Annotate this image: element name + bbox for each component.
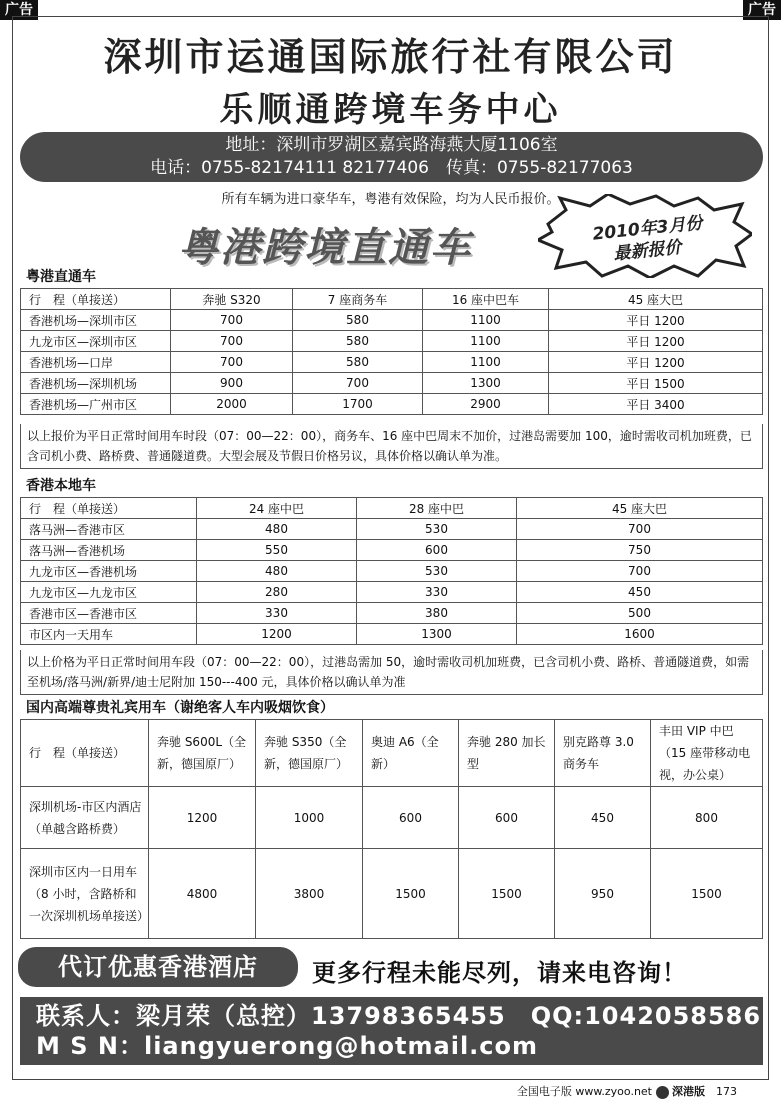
price-cell: 1100 bbox=[423, 331, 549, 352]
contact-line1: 联系人：梁月荣（总控）13798365455 QQ:1042058586 bbox=[36, 1002, 762, 1030]
price-cell: 530 bbox=[357, 519, 517, 540]
ad-label-right: 广告 bbox=[743, 0, 781, 20]
table-header-row bbox=[21, 720, 763, 787]
price-cell: 950 bbox=[555, 849, 651, 939]
price-badge bbox=[538, 194, 752, 278]
price-cell: 700 bbox=[517, 519, 763, 540]
address-banner bbox=[20, 132, 763, 182]
price-cell: 1600 bbox=[517, 624, 763, 645]
hotel-banner: 代订优惠香港酒店 bbox=[18, 947, 298, 987]
section1-title: 粤港直通车 bbox=[26, 269, 96, 285]
ad-label-left: 广告 bbox=[0, 0, 38, 20]
price-cell: 600 bbox=[363, 787, 459, 849]
price-cell: 2900 bbox=[423, 394, 549, 415]
column-header: 奥迪 A6（全新） bbox=[363, 720, 459, 787]
route-cell: 九龙市区—九龙市区 bbox=[21, 582, 197, 603]
column-header: 45 座大巴 bbox=[517, 498, 763, 519]
price-cell: 2000 bbox=[171, 394, 293, 415]
company-title: 深圳市运通国际旅行社有限公司 bbox=[103, 35, 678, 79]
table-header-row bbox=[21, 289, 763, 310]
column-header: 24 座中巴 bbox=[197, 498, 357, 519]
table-header-row bbox=[21, 498, 763, 519]
column-header: 奔驰 S350（全新，德国原厂） bbox=[256, 720, 363, 787]
table-row bbox=[21, 603, 763, 624]
price-cell: 平日 1200 bbox=[549, 331, 763, 352]
route-cell: 落马洲—香港市区 bbox=[21, 519, 197, 540]
phone-text: 电话：0755-82174111 82177406 bbox=[150, 158, 429, 178]
table-domestic-vip bbox=[20, 719, 763, 939]
table-row bbox=[21, 519, 763, 540]
price-cell: 900 bbox=[171, 373, 293, 394]
phone-fax-line bbox=[20, 157, 763, 180]
price-cell: 1300 bbox=[423, 373, 549, 394]
table-row bbox=[21, 394, 763, 415]
column-header: 16 座中巴车 bbox=[423, 289, 549, 310]
contact-box bbox=[20, 997, 763, 1065]
price-cell: 1500 bbox=[363, 849, 459, 939]
price-cell: 4800 bbox=[149, 849, 256, 939]
section3-title: 国内高端尊贵礼宾用车（谢绝客人车内吸烟饮食） bbox=[26, 700, 334, 716]
center-title: 乐顺通跨境车务中心 bbox=[219, 90, 562, 130]
price-cell: 700 bbox=[293, 373, 423, 394]
consult-slogan: 更多行程未能尽列，请来电咨询！ bbox=[312, 959, 687, 987]
price-cell: 平日 3400 bbox=[549, 394, 763, 415]
table-row bbox=[21, 849, 763, 939]
vehicle-note: 所有车辆为进口豪华车，粤港有效保险，均为人民币报价。 bbox=[221, 192, 560, 207]
table-row bbox=[21, 561, 763, 582]
table-hk-direct bbox=[20, 288, 763, 415]
price-cell: 平日 1200 bbox=[549, 310, 763, 331]
price-cell: 平日 1500 bbox=[549, 373, 763, 394]
column-header: 奔驰 S320 bbox=[171, 289, 293, 310]
price-cell: 450 bbox=[517, 582, 763, 603]
route-cell: 九龙市区—深圳市区 bbox=[21, 331, 171, 352]
column-header: 28 座中巴 bbox=[357, 498, 517, 519]
contact-line2: M S N：liangyuerong@hotmail.com bbox=[36, 1032, 539, 1060]
price-cell: 1100 bbox=[423, 352, 549, 373]
price-cell: 1500 bbox=[459, 849, 555, 939]
price-cell: 1300 bbox=[357, 624, 517, 645]
column-header: 丰田 VIP 中巴（15 座带移动电视，办公桌） bbox=[651, 720, 763, 787]
price-cell: 1700 bbox=[293, 394, 423, 415]
column-header: 别克路尊 3.0 商务车 bbox=[555, 720, 651, 787]
price-cell: 600 bbox=[459, 787, 555, 849]
big-title: 粤港跨境直通车 bbox=[178, 225, 472, 271]
price-cell: 800 bbox=[651, 787, 763, 849]
route-cell: 香港机场—深圳机场 bbox=[21, 373, 171, 394]
address-text: 地址：深圳市罗湖区嘉宾路海燕大厦1106室 bbox=[225, 135, 558, 155]
route-cell: 九龙市区—香港机场 bbox=[21, 561, 197, 582]
table-hk-local bbox=[20, 497, 763, 645]
route-cell: 香港市区—香港市区 bbox=[21, 603, 197, 624]
table-row bbox=[21, 582, 763, 603]
column-header: 行 程（单接送） bbox=[21, 498, 197, 519]
table-row bbox=[21, 331, 763, 352]
price-cell: 280 bbox=[197, 582, 357, 603]
price-cell: 700 bbox=[171, 310, 293, 331]
footer-site: 全国电子版 www.zyoo.net bbox=[516, 1085, 652, 1098]
price-cell: 1200 bbox=[149, 787, 256, 849]
fax-text: 传真：0755-82177063 bbox=[445, 158, 633, 178]
price-cell: 700 bbox=[517, 561, 763, 582]
price-cell: 330 bbox=[357, 582, 517, 603]
route-cell: 深圳市区内一日用车（8 小时，含路桥和一次深圳机场单接送） bbox=[21, 849, 149, 939]
column-header: 7 座商务车 bbox=[293, 289, 423, 310]
table-row bbox=[21, 352, 763, 373]
column-header: 行 程（单接送） bbox=[21, 289, 171, 310]
price-cell: 1500 bbox=[651, 849, 763, 939]
route-cell: 香港机场—深圳市区 bbox=[21, 310, 171, 331]
page-number: 173 bbox=[716, 1085, 737, 1098]
price-cell: 1200 bbox=[197, 624, 357, 645]
table-row bbox=[21, 787, 763, 849]
price-cell: 750 bbox=[517, 540, 763, 561]
price-cell: 530 bbox=[357, 561, 517, 582]
price-cell: 3800 bbox=[256, 849, 363, 939]
price-cell: 330 bbox=[197, 603, 357, 624]
section2-note: 以上价格为平日正常时间用车段（07：00—22：00），过港岛需加 50，逾时需收司机加班费，已含司机小费、路桥、普通隧道费，如需至机场/落马洲/新界/迪士尼附加 150---400 元，具体价格以确认单为准 bbox=[20, 650, 763, 695]
price-cell: 580 bbox=[293, 310, 423, 331]
route-cell: 深圳机场-市区内酒店（单越含路桥费） bbox=[21, 787, 149, 849]
route-cell: 市区内一天用车 bbox=[21, 624, 197, 645]
column-header: 奔驰 280 加长型 bbox=[459, 720, 555, 787]
price-cell: 580 bbox=[293, 352, 423, 373]
badge-line1: 2010年3月份 bbox=[591, 213, 704, 245]
table-row bbox=[21, 540, 763, 561]
price-cell: 600 bbox=[357, 540, 517, 561]
price-cell: 480 bbox=[197, 519, 357, 540]
column-header: 奔驰 S600L（全新，德国原厂） bbox=[149, 720, 256, 787]
column-header: 45 座大巴 bbox=[549, 289, 763, 310]
price-cell: 700 bbox=[171, 352, 293, 373]
section1-note: 以上报价为平日正常时间用车时段（07：00—22：00），商务车、16 座中巴周末不加价，过港岛需要加 100，逾时需收司机加班费，已含司机小费、路桥费、普通隧道费。大型会展及节假日价格另议，具体价格以确认单为准。 bbox=[20, 424, 763, 469]
price-cell: 1000 bbox=[256, 787, 363, 849]
price-cell: 500 bbox=[517, 603, 763, 624]
footer bbox=[517, 1083, 737, 1099]
badge-line2: 最新报价 bbox=[612, 237, 683, 265]
footer-badge: 深港版 bbox=[672, 1085, 705, 1098]
price-cell: 700 bbox=[171, 331, 293, 352]
price-cell: 550 bbox=[197, 540, 357, 561]
column-header: 行 程（单接送） bbox=[21, 720, 149, 787]
price-cell: 平日 1200 bbox=[549, 352, 763, 373]
price-cell: 580 bbox=[293, 331, 423, 352]
table-row bbox=[21, 373, 763, 394]
footer-badge-icon bbox=[656, 1086, 669, 1099]
price-cell: 380 bbox=[357, 603, 517, 624]
table-row bbox=[21, 310, 763, 331]
section2-title: 香港本地车 bbox=[26, 478, 96, 494]
route-cell: 落马洲—香港机场 bbox=[21, 540, 197, 561]
price-cell: 480 bbox=[197, 561, 357, 582]
route-cell: 香港机场—口岸 bbox=[21, 352, 171, 373]
price-cell: 1100 bbox=[423, 310, 549, 331]
table-row bbox=[21, 624, 763, 645]
price-cell: 450 bbox=[555, 787, 651, 849]
route-cell: 香港机场—广州市区 bbox=[21, 394, 171, 415]
